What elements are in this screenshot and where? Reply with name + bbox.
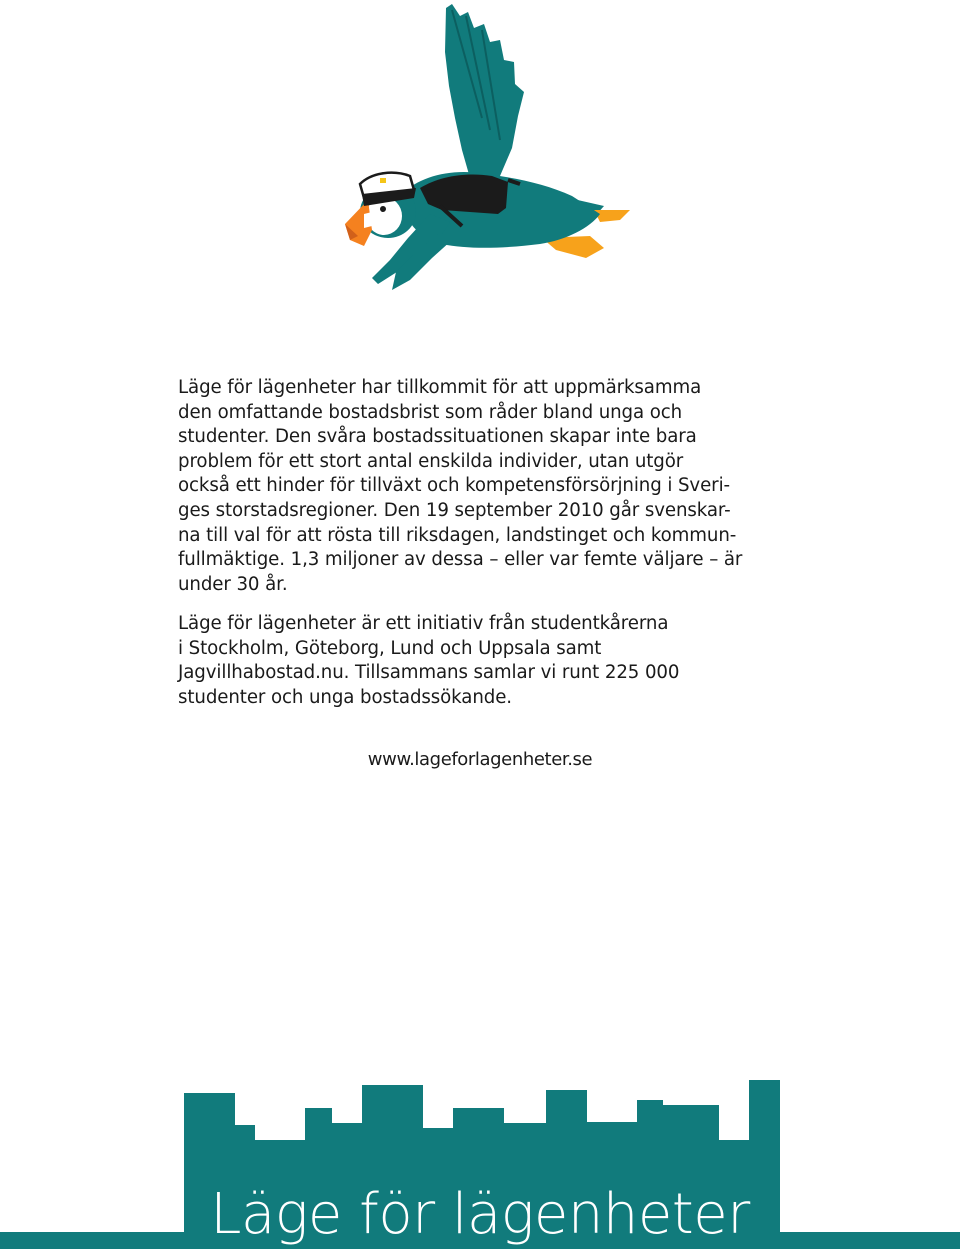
text-line: problem för ett stort antal enskilda individer, utan utgör [178, 450, 684, 472]
puffin-illustration-icon [330, 0, 640, 305]
text-line: också ett hinder för tillväxt och kompetensförsörjning i Sveri- [178, 475, 730, 497]
text-line: Läge för lägenheter är ett initiativ från studentkårerna [178, 613, 669, 634]
text-line: i Stockholm, Göteborg, Lund och Uppsala samt [178, 637, 602, 659]
text-line: Jagvillhabostad.nu. Tillsammans samlar vi runt 225 000 [178, 662, 680, 684]
text-line: studenter. Den svåra bostadssituationen skapar inte bara [178, 426, 697, 448]
text-line: fullmäktige. 1,3 miljoner av dessa – eller var femte väljare – är [178, 549, 743, 571]
text-line: ges storstadsregioner. Den 19 september 2010 går svenskar- [178, 499, 731, 521]
puffin-back-foot [594, 210, 630, 222]
text-line: den omfattande bostadsbrist som råder bland unga och [178, 401, 683, 423]
initiative-paragraph [178, 612, 790, 710]
text-line: studenter och unga bostadssökande. [178, 686, 512, 708]
text-line: under 30 år. [178, 573, 288, 595]
intro-paragraph [178, 376, 790, 597]
puffin-upper-wing [445, 4, 524, 188]
logo-wordmark: Läge för lägenheter [210, 1182, 750, 1247]
text-line: na till val för att rösta till riksdagen, landstinget och kommun- [178, 524, 737, 546]
website-link[interactable]: www.lageforlagenheter.se [367, 749, 593, 770]
text-line: Läge för lägenheter har tillkommit för att uppmärksamma [178, 377, 702, 398]
